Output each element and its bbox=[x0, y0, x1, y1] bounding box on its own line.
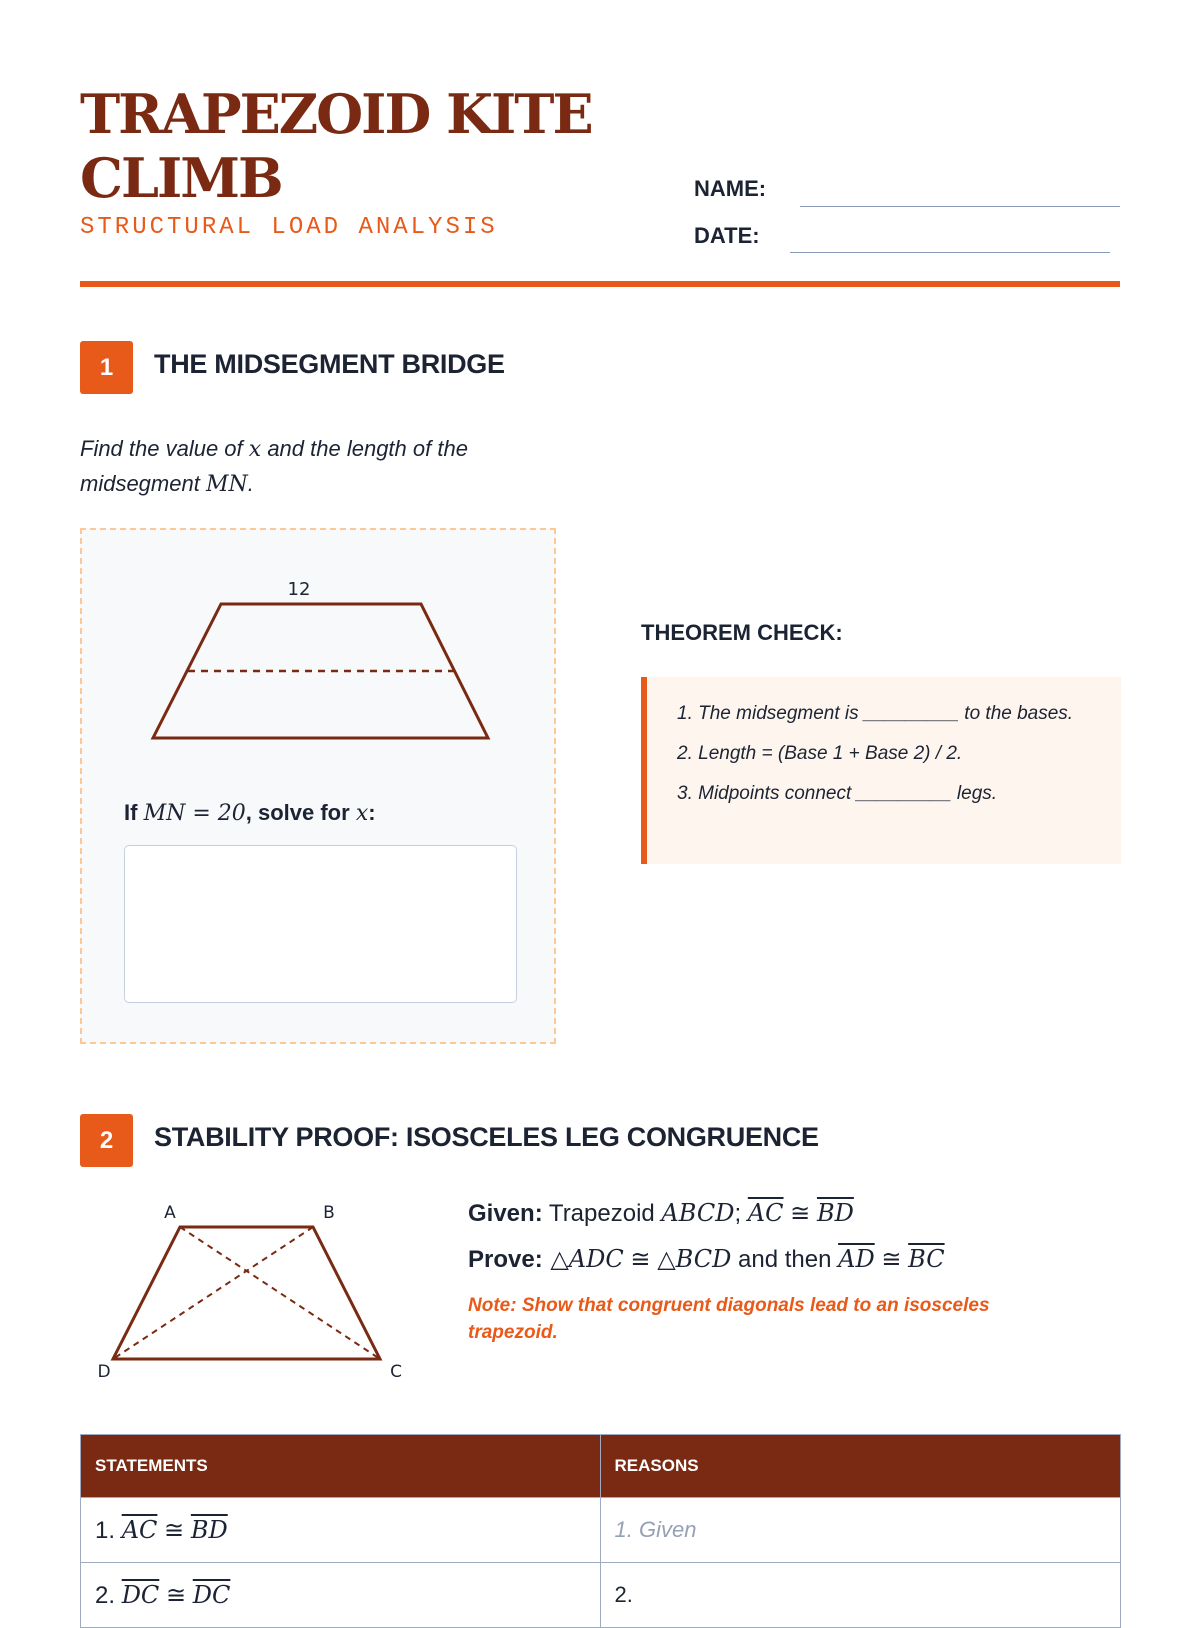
vertex-c-label: C bbox=[390, 1362, 402, 1382]
reason-cell[interactable]: 1. Given bbox=[600, 1498, 1120, 1563]
diagonal-ac bbox=[180, 1227, 380, 1359]
solve-prompt: If MN = 20, solve for x: bbox=[124, 800, 376, 826]
section-1-title: THE MIDSEGMENT BRIDGE bbox=[154, 349, 505, 379]
vertex-b-label: B bbox=[323, 1203, 335, 1223]
reason-cell[interactable]: 2. bbox=[600, 1563, 1120, 1628]
section-1-prompt: Find the value of x and the length of the midsegment MN. bbox=[80, 436, 468, 497]
reasons-header: REASONS bbox=[600, 1435, 1120, 1498]
date-field[interactable] bbox=[790, 252, 1110, 253]
trapezoid-midsegment-diagram bbox=[80, 528, 556, 788]
header-divider bbox=[80, 281, 1120, 287]
page-subtitle: STRUCTURAL LOAD ANALYSIS bbox=[80, 214, 498, 241]
section-2-title: STABILITY PROOF: ISOSCELES LEG CONGRUENCE bbox=[154, 1122, 819, 1152]
isosceles-trapezoid-diagram bbox=[80, 1190, 420, 1390]
theorem-item: 3. Midpoints connect _________ legs. bbox=[677, 783, 998, 804]
vertex-d-label: D bbox=[97, 1362, 111, 1382]
given-statement: Given: Trapezoid ABCD; $\overline{AC}$ ≅ $\overline{BD}$ bbox=[468, 1199, 854, 1227]
date-label: DATE: bbox=[694, 223, 760, 248]
top-base-label: 12 bbox=[287, 579, 311, 600]
trapezoid-abcd bbox=[113, 1227, 380, 1359]
proof-table-header bbox=[81, 1435, 1121, 1498]
vertex-a-label: A bbox=[164, 1203, 176, 1223]
page-title: TRAPEZOID KITE CLIMB bbox=[80, 82, 592, 210]
name-label: NAME: bbox=[694, 176, 767, 201]
answer-input-box[interactable] bbox=[124, 845, 517, 1003]
statement-cell[interactable]: 2. $\overline{DC}$ ≅ $\overline{DC}$ bbox=[81, 1563, 601, 1628]
statement-cell[interactable]: 1. $\overline{AC}$ ≅ $\overline{BD}$ bbox=[81, 1498, 601, 1563]
diagonal-bd bbox=[113, 1227, 313, 1359]
section-2-number: 2 bbox=[80, 1114, 133, 1167]
proof-table bbox=[80, 1434, 1121, 1628]
name-field[interactable] bbox=[800, 206, 1120, 207]
theorem-item: 2. Length = (Base 1 + Base 2) / 2. bbox=[677, 743, 963, 764]
table-row bbox=[81, 1563, 1121, 1628]
theorem-check-box bbox=[641, 677, 1121, 864]
theorem-item: 1. The midsegment is _________ to the bases. bbox=[677, 703, 1074, 724]
section-1-number: 1 bbox=[80, 341, 133, 394]
theorem-check-title: THEOREM CHECK: bbox=[641, 620, 843, 645]
proof-note: Note: Show that congruent diagonals lead to an isosceles trapezoid. bbox=[468, 1295, 990, 1343]
statements-header: STATEMENTS bbox=[81, 1435, 601, 1498]
table-row bbox=[81, 1498, 1121, 1563]
prove-statement: Prove: △ADC ≅ △BCD and then $\overline{AD}$ ≅ $\overline{BC}$ bbox=[468, 1245, 945, 1273]
